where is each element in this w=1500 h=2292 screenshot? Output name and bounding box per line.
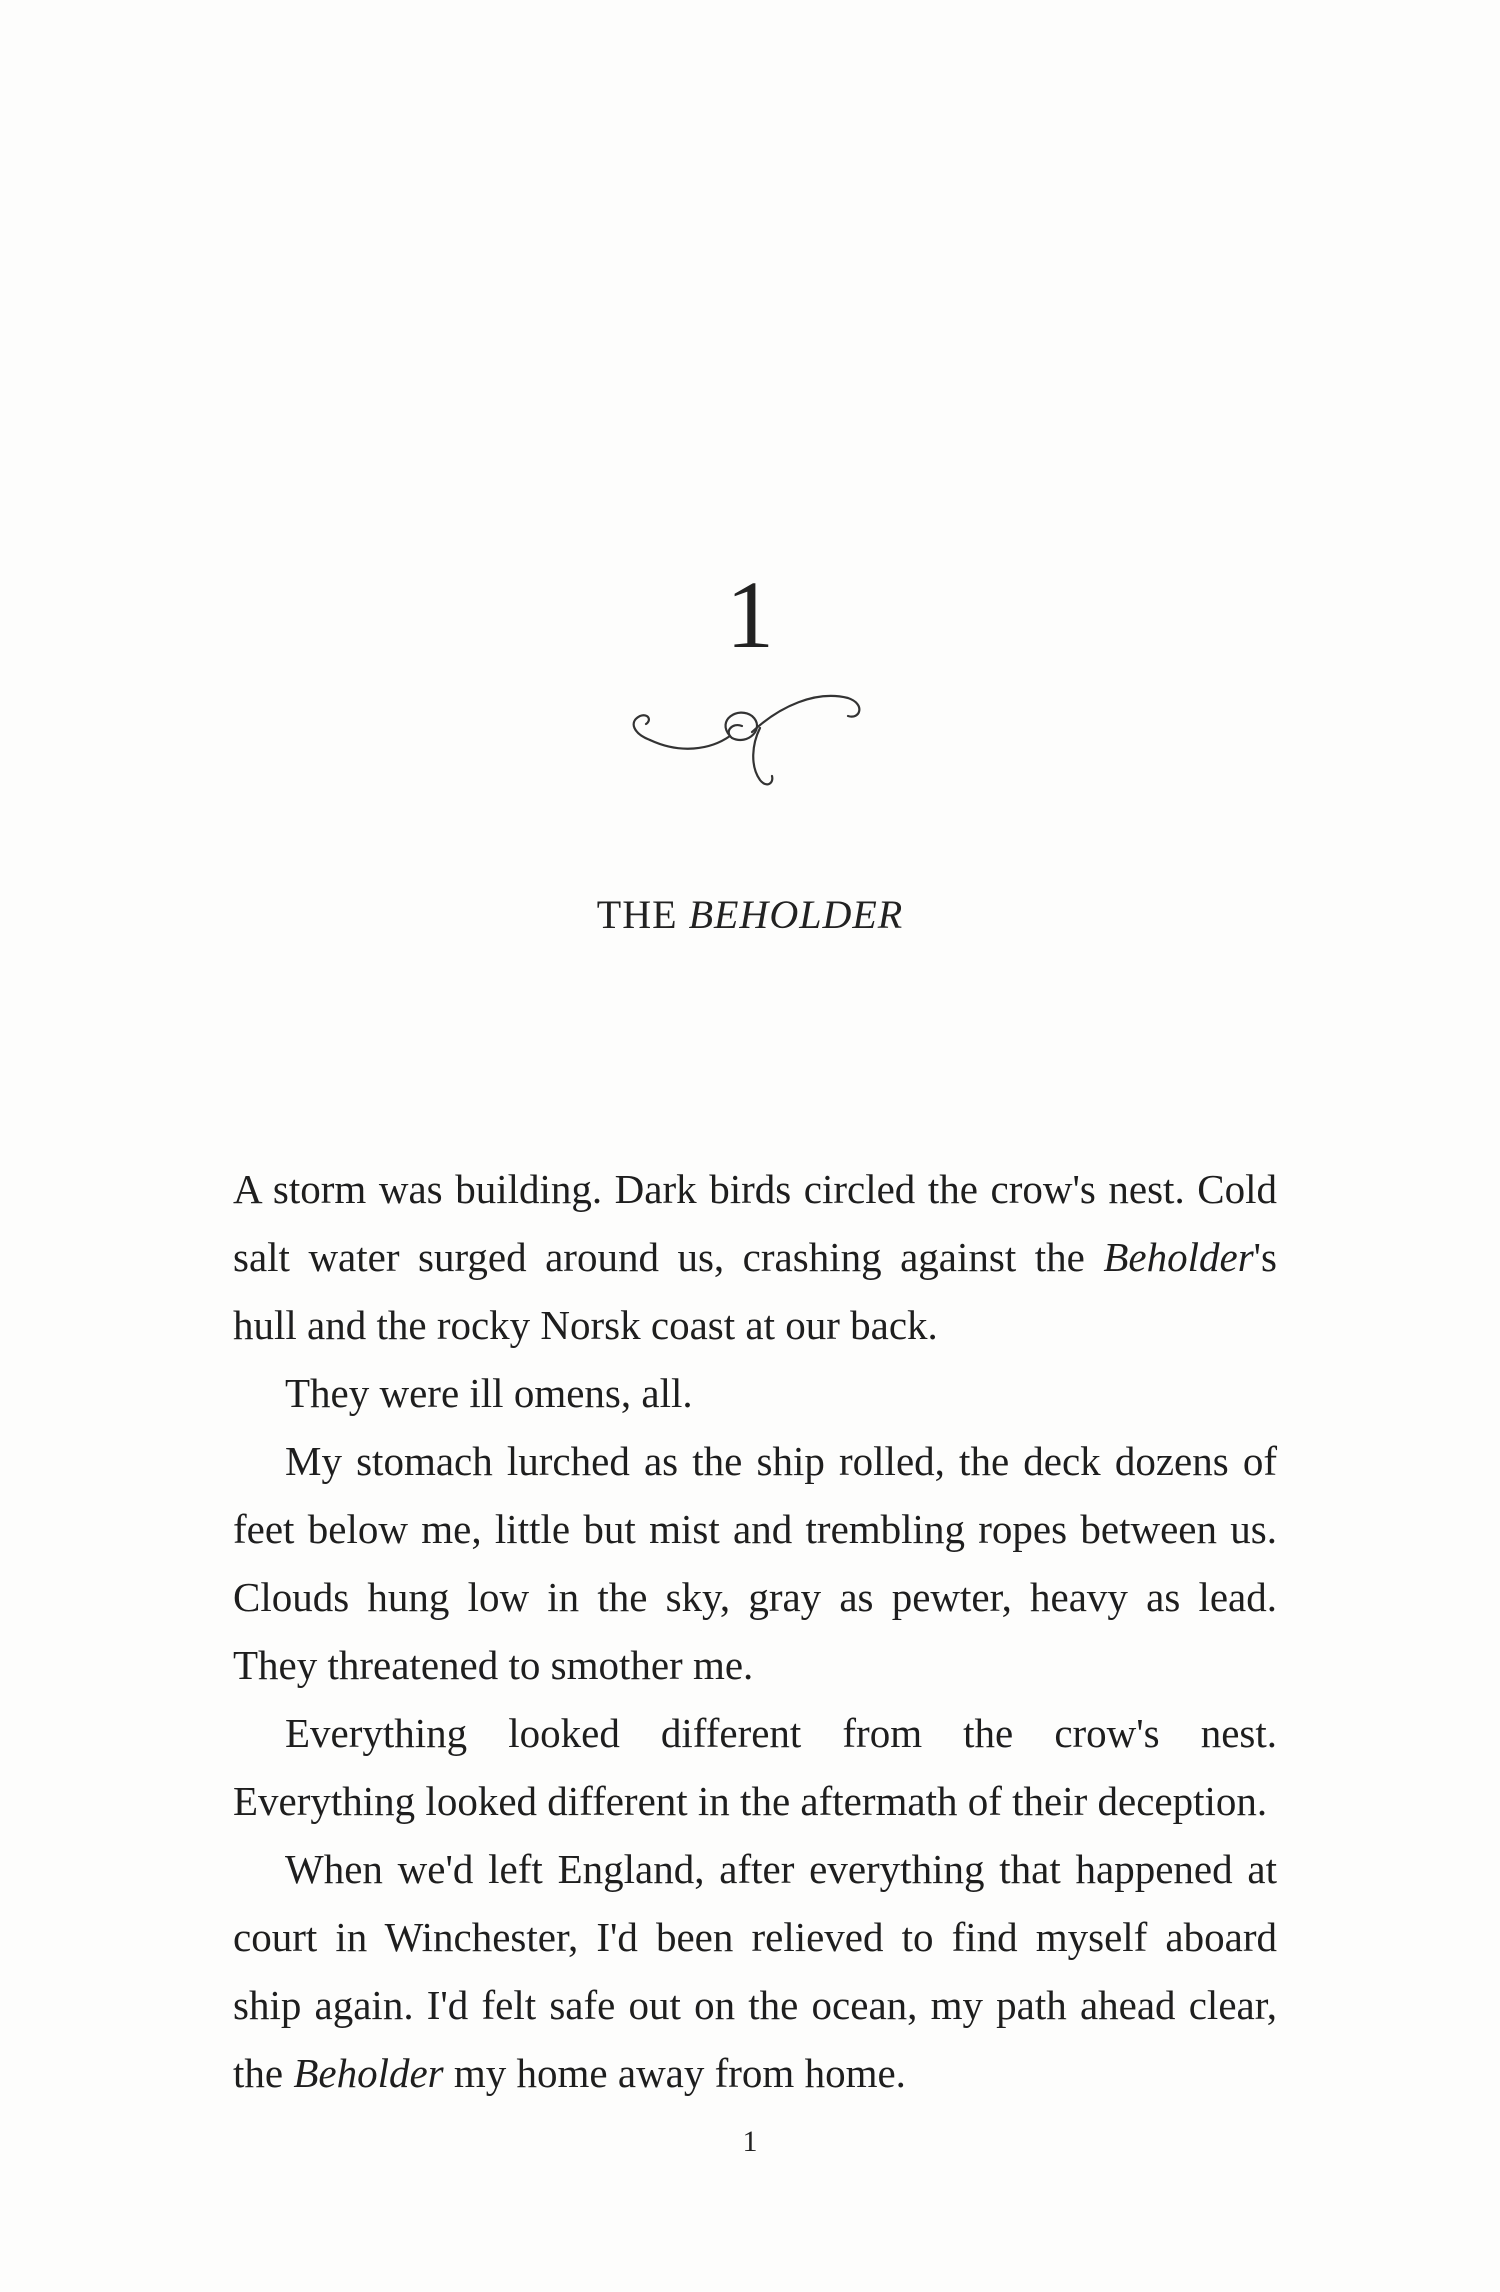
paragraph-1-text-a: A storm was building. Dark birds circled the crow's nest. Cold salt water surged around us, crashing against the xyxy=(233,1166,1277,1280)
paragraph-5 xyxy=(233,1835,1277,2107)
chapter-title xyxy=(0,890,1500,940)
chapter-title-prefix: THE xyxy=(596,892,689,937)
chapter-ornament-icon xyxy=(620,680,880,800)
page-number: 1 xyxy=(742,2125,758,2158)
paragraph-2: They were ill omens, all. xyxy=(285,1370,693,1416)
chapter-title-italic: BEHOLDER xyxy=(688,892,904,937)
paragraph-1-text-b: 's hull and the rocky Norsk coast at our back. xyxy=(233,1234,1277,1348)
paragraph-5-text-a: When we'd left England, after everything that happened at court in Winchester, I'd been relieved to find myself aboard ship again. I'd felt safe out on the ocean, my path ahead clear, the xyxy=(233,1846,1277,2096)
paragraph-5-ship-name: Beholder xyxy=(293,2050,444,2096)
paragraph-1 xyxy=(233,1155,1277,1359)
chapter-body xyxy=(233,1155,1277,2107)
paragraph-5-text-b: my home away from home. xyxy=(443,2050,906,2096)
paragraph-4: Everything looked different from the crow's nest. Everything looked different in the aftermath of their deception. xyxy=(233,1710,1277,1824)
paragraph-3: My stomach lurched as the ship rolled, the deck dozens of feet below me, little but mist and trembling ropes between us. Clouds hung low in the sky, gray as pewter, heavy as lead. They threatened to smother me. xyxy=(233,1438,1277,1688)
paragraph-1-ship-name: Beholder xyxy=(1103,1234,1254,1280)
chapter-number: 1 xyxy=(726,561,774,668)
